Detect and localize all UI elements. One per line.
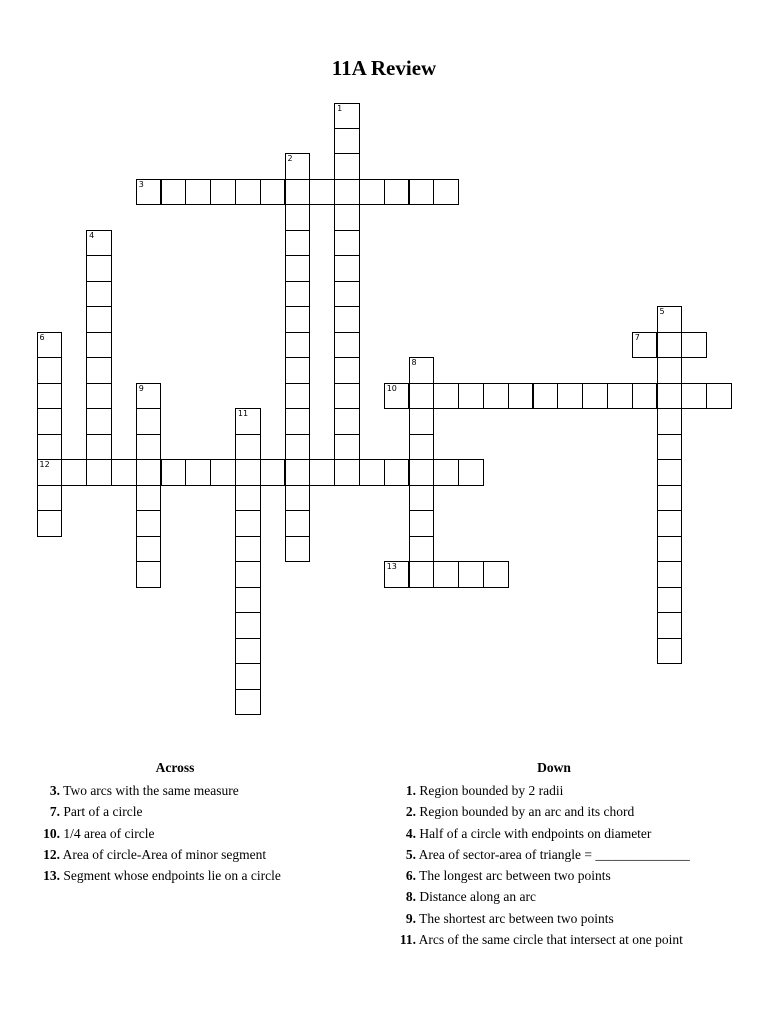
grid-cell[interactable] <box>86 332 112 358</box>
grid-cell[interactable] <box>657 587 683 613</box>
grid-cell[interactable] <box>136 383 162 409</box>
cell-number: 2 <box>287 154 293 164</box>
grid-cell[interactable] <box>657 561 683 587</box>
grid-cell[interactable] <box>37 434 63 460</box>
across-clue <box>40 780 340 801</box>
cell-number: 6 <box>39 332 45 342</box>
grid-cell[interactable] <box>706 383 732 409</box>
clue-text: 1/4 area of circle <box>63 825 155 841</box>
grid-cell[interactable] <box>260 459 286 485</box>
cell-number: 3 <box>138 179 144 189</box>
grid-cell[interactable] <box>409 561 435 587</box>
grid-cell[interactable] <box>235 510 261 536</box>
clue-number: 5. <box>405 846 416 862</box>
grid-cell[interactable] <box>86 408 112 434</box>
grid-cell[interactable] <box>285 255 311 281</box>
cell-number: 1 <box>337 103 343 113</box>
grid-cell[interactable] <box>136 179 162 205</box>
grid-cell[interactable] <box>508 383 534 409</box>
down-clue <box>398 908 738 929</box>
clue-text: Area of sector-area of triangle = ______________ <box>418 846 690 862</box>
cell-number: 11 <box>237 409 249 419</box>
down-heading: Down <box>537 760 571 775</box>
grid-cell[interactable] <box>61 459 87 485</box>
grid-cell[interactable] <box>334 383 360 409</box>
grid-cell[interactable] <box>657 638 683 664</box>
down-clue <box>398 865 738 886</box>
grid-cell[interactable] <box>136 536 162 562</box>
grid-cell[interactable] <box>334 306 360 332</box>
cell-number: 5 <box>659 307 665 317</box>
grid-cell[interactable] <box>384 383 410 409</box>
grid-cell[interactable] <box>334 204 360 230</box>
grid-cell[interactable] <box>136 459 162 485</box>
grid-cell[interactable] <box>334 357 360 383</box>
grid-cell[interactable] <box>557 383 583 409</box>
grid-cell[interactable] <box>334 103 360 129</box>
grid-cell[interactable] <box>681 332 707 358</box>
grid-cell[interactable] <box>235 434 261 460</box>
grid-cell[interactable] <box>359 179 385 205</box>
grid-cell[interactable] <box>409 179 435 205</box>
grid-cell[interactable] <box>657 357 683 383</box>
grid-cell[interactable] <box>161 459 187 485</box>
across-clue <box>40 844 340 865</box>
grid-cell[interactable] <box>409 408 435 434</box>
grid-cell[interactable] <box>37 459 63 485</box>
grid-cell[interactable] <box>384 561 410 587</box>
grid-cell[interactable] <box>285 536 311 562</box>
grid-cell[interactable] <box>210 179 236 205</box>
down-clue <box>398 844 738 865</box>
across-clue <box>40 801 340 822</box>
grid-cell[interactable] <box>37 408 63 434</box>
clue-text: Region bounded by an arc and its chord <box>419 804 635 820</box>
grid-cell[interactable] <box>136 561 162 587</box>
grid-cell[interactable] <box>86 434 112 460</box>
down-clue <box>398 886 738 907</box>
down-clue <box>398 823 738 844</box>
grid-cell[interactable] <box>37 332 63 358</box>
grid-cell[interactable] <box>86 281 112 307</box>
cell-number: 8 <box>411 358 417 368</box>
grid-cell[interactable] <box>334 281 360 307</box>
clue-number: 8. <box>405 889 416 905</box>
grid-cell[interactable] <box>235 663 261 689</box>
clue-text: Two arcs with the same measure <box>63 783 239 798</box>
grid-cell[interactable] <box>285 485 311 511</box>
grid-cell[interactable] <box>334 179 360 205</box>
grid-cell[interactable] <box>86 255 112 281</box>
clue-text: Segment whose endpoints lie on a circle <box>63 868 281 884</box>
cell-number: 12 <box>39 460 50 470</box>
grid-cell[interactable] <box>433 383 459 409</box>
grid-cell[interactable] <box>37 357 63 383</box>
grid-cell[interactable] <box>657 306 683 332</box>
down-clue <box>398 780 738 801</box>
clue-text: The shortest arc between two points <box>419 910 614 926</box>
grid-cell[interactable] <box>235 638 261 664</box>
grid-cell[interactable] <box>37 383 63 409</box>
clue-number: 3. <box>49 783 60 798</box>
across-heading: Across <box>155 760 195 775</box>
grid-cell[interactable] <box>285 510 311 536</box>
clue-text: The longest arc between two points <box>419 868 611 884</box>
grid-cell[interactable] <box>334 153 360 179</box>
puzzle-title: 11A Review <box>331 56 437 80</box>
grid-cell[interactable] <box>86 306 112 332</box>
grid-cell[interactable] <box>285 153 311 179</box>
grid-cell[interactable] <box>632 383 658 409</box>
grid-cell[interactable] <box>334 408 360 434</box>
grid-cell[interactable] <box>384 459 410 485</box>
grid-cell[interactable] <box>285 408 311 434</box>
grid-cell[interactable] <box>533 383 559 409</box>
grid-cell[interactable] <box>285 306 311 332</box>
grid-cell[interactable] <box>111 459 137 485</box>
grid-cell[interactable] <box>185 459 211 485</box>
grid-cell[interactable] <box>334 434 360 460</box>
grid-cell[interactable] <box>409 510 435 536</box>
clue-text: Region bounded by 2 radii <box>419 783 564 798</box>
grid-cell[interactable] <box>458 459 484 485</box>
grid-cell[interactable] <box>657 612 683 638</box>
clue-number: 6. <box>405 868 416 884</box>
grid-cell[interactable] <box>86 383 112 409</box>
grid-cell[interactable] <box>285 434 311 460</box>
grid-cell[interactable] <box>235 612 261 638</box>
grid-cell[interactable] <box>235 536 261 562</box>
grid-cell[interactable] <box>334 230 360 256</box>
grid-cell[interactable] <box>235 689 261 715</box>
grid-cell[interactable] <box>433 179 459 205</box>
grid-cell[interactable] <box>657 459 683 485</box>
grid-cell[interactable] <box>285 459 311 485</box>
clue-number: 12. <box>43 846 60 862</box>
grid-cell[interactable] <box>161 179 187 205</box>
grid-cell[interactable] <box>285 281 311 307</box>
grid-cell[interactable] <box>136 485 162 511</box>
grid-cell[interactable] <box>37 485 63 511</box>
clue-number: 2. <box>405 804 416 820</box>
grid-cell[interactable] <box>235 561 261 587</box>
grid-cell[interactable] <box>433 561 459 587</box>
grid-cell[interactable] <box>334 459 360 485</box>
grid-cell[interactable] <box>483 383 509 409</box>
cell-number: 9 <box>138 383 144 393</box>
grid-cell[interactable] <box>657 536 683 562</box>
grid-cell[interactable] <box>285 383 311 409</box>
cell-number: 10 <box>386 383 397 393</box>
clue-number: 13. <box>43 868 60 884</box>
grid-cell[interactable] <box>582 383 608 409</box>
grid-cell[interactable] <box>607 383 633 409</box>
grid-cell[interactable] <box>409 357 435 383</box>
grid-cell[interactable] <box>86 459 112 485</box>
clue-number: 4. <box>405 825 416 841</box>
grid-cell[interactable] <box>285 357 311 383</box>
grid-cell[interactable] <box>37 510 63 536</box>
grid-cell[interactable] <box>384 179 410 205</box>
grid-cell[interactable] <box>285 204 311 230</box>
grid-cell[interactable] <box>285 230 311 256</box>
grid-cell[interactable] <box>260 179 286 205</box>
down-clue <box>398 801 738 822</box>
grid-cell[interactable] <box>409 434 435 460</box>
grid-cell[interactable] <box>285 332 311 358</box>
grid-cell[interactable] <box>334 255 360 281</box>
grid-cell[interactable] <box>235 587 261 613</box>
grid-cell[interactable] <box>334 128 360 154</box>
grid-cell[interactable] <box>334 332 360 358</box>
cell-number: 7 <box>634 332 640 342</box>
grid-cell[interactable] <box>409 536 435 562</box>
grid-cell[interactable] <box>86 230 112 256</box>
clue-text: Part of a circle <box>63 804 143 820</box>
cell-number: 4 <box>89 230 95 240</box>
grid-cell[interactable] <box>483 561 509 587</box>
grid-cell[interactable] <box>458 561 484 587</box>
cell-number: 13 <box>386 562 397 572</box>
down-clues <box>398 760 738 950</box>
grid-cell[interactable] <box>409 459 435 485</box>
clue-number: 9. <box>405 910 416 926</box>
clue-number: 7. <box>49 804 60 820</box>
grid-cell[interactable] <box>285 179 311 205</box>
across-clue <box>40 823 340 844</box>
grid-cell[interactable] <box>657 485 683 511</box>
clue-text: Arcs of the same circle that intersect at one point <box>418 932 683 948</box>
across-clues <box>40 760 340 886</box>
grid-cell[interactable] <box>235 459 261 485</box>
grid-cell[interactable] <box>409 383 435 409</box>
grid-cell[interactable] <box>185 179 211 205</box>
clue-number: 1. <box>405 783 416 798</box>
down-clue <box>398 929 738 950</box>
grid-cell[interactable] <box>657 434 683 460</box>
grid-cell[interactable] <box>657 332 683 358</box>
clue-text: Distance along an arc <box>419 889 536 905</box>
grid-cell[interactable] <box>309 459 335 485</box>
grid-cell[interactable] <box>86 357 112 383</box>
grid-cell[interactable] <box>235 408 261 434</box>
grid-cell[interactable] <box>359 459 385 485</box>
grid-cell[interactable] <box>632 332 658 358</box>
grid-cell[interactable] <box>657 383 683 409</box>
clue-text: Area of circle-Area of minor segment <box>62 846 267 862</box>
grid-cell[interactable] <box>210 459 236 485</box>
grid-cell[interactable] <box>409 485 435 511</box>
grid-cell[interactable] <box>235 485 261 511</box>
across-clue <box>40 865 340 886</box>
grid-cell[interactable] <box>309 179 335 205</box>
grid-cell[interactable] <box>433 459 459 485</box>
grid-cell[interactable] <box>657 510 683 536</box>
grid-cell[interactable] <box>136 408 162 434</box>
grid-cell[interactable] <box>235 179 261 205</box>
clue-number: 10. <box>43 825 60 841</box>
grid-cell[interactable] <box>657 408 683 434</box>
grid-cell[interactable] <box>458 383 484 409</box>
clue-number: 11. <box>399 932 416 948</box>
grid-cell[interactable] <box>681 383 707 409</box>
grid-cell[interactable] <box>136 510 162 536</box>
clue-text: Half of a circle with endpoints on diameter <box>419 825 652 841</box>
grid-cell[interactable] <box>136 434 162 460</box>
